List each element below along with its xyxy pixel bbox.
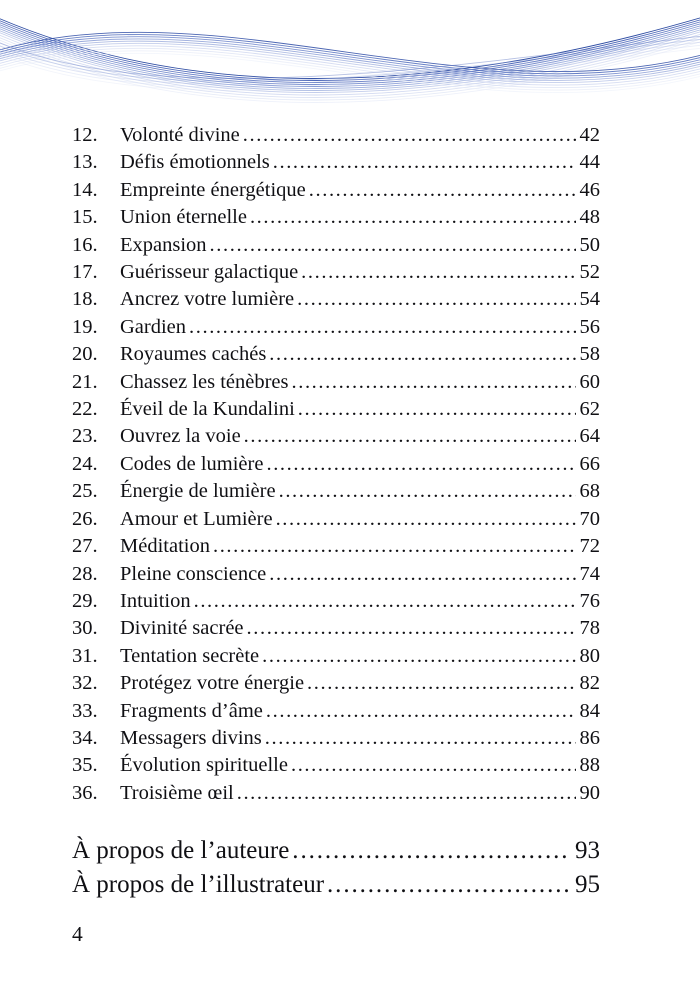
toc-entry-title: À propos de l’auteure [72, 837, 290, 865]
toc-entry-title: Pleine conscience [120, 562, 267, 585]
toc-entry-number: 20. [72, 343, 98, 366]
dot-leader [265, 725, 576, 752]
toc-entry-title: Royaumes cachés [120, 343, 267, 366]
dot-leader [279, 478, 576, 505]
toc-entry-page: 66 [579, 452, 600, 475]
toc-entry-title: Amour et Lumière [120, 507, 273, 530]
toc-entry-number: 14. [72, 178, 98, 201]
toc-entry [72, 423, 600, 450]
toc-entry-page: 86 [579, 726, 600, 749]
dot-leader [292, 834, 571, 868]
dot-leader [266, 451, 575, 478]
toc-entry-page: 68 [579, 480, 600, 503]
dot-leader [247, 615, 576, 642]
toc-entry-page: 48 [579, 206, 600, 229]
dot-leader [210, 232, 576, 259]
toc-entry [72, 122, 600, 149]
toc-entry-number: 30. [72, 617, 98, 640]
toc-entry-title: Énergie de lumière [120, 480, 276, 503]
toc-entry-page: 93 [575, 837, 600, 865]
toc-entry-title: Union éternelle [120, 206, 247, 229]
toc-entry [72, 286, 600, 313]
toc-entry [72, 588, 600, 615]
toc-entry [72, 204, 600, 231]
toc-entry-number: 13. [72, 151, 98, 174]
toc-entry [72, 533, 600, 560]
toc-entry-title: Troisième œil [120, 781, 234, 804]
toc-entry-title: Volonté divine [120, 124, 240, 146]
toc-entry [72, 868, 600, 902]
toc-entry-title: Gardien [120, 315, 187, 338]
dot-leader [297, 286, 575, 313]
toc-entry-title: Empreinte énergétique [120, 178, 306, 201]
toc-entry [72, 561, 600, 588]
toc-entry-page: 70 [579, 507, 600, 530]
toc-entry [72, 506, 600, 533]
toc-entry [72, 451, 600, 478]
dot-leader [269, 561, 575, 588]
toc-entry-page: 54 [579, 288, 600, 311]
toc-entry-list [72, 122, 600, 807]
toc-entry-number: 25. [72, 480, 98, 503]
toc-entry [72, 396, 600, 423]
toc-entry-title: Évolution spirituelle [120, 754, 288, 777]
toc-entry-page: 60 [579, 370, 600, 393]
dot-leader [189, 314, 575, 341]
dot-leader [262, 643, 575, 670]
toc-entry-page: 50 [579, 233, 600, 256]
toc-entry [72, 752, 600, 779]
table-of-contents [72, 122, 600, 901]
dot-leader [273, 149, 576, 176]
toc-entry-number: 35. [72, 754, 98, 777]
toc-entry-title: À propos de l’illustrateur [72, 870, 325, 898]
toc-entry-number: 36. [72, 781, 98, 804]
toc-entry-title: Intuition [120, 589, 191, 612]
dot-leader [298, 396, 576, 423]
toc-entry [72, 670, 600, 697]
dot-leader [327, 868, 571, 902]
toc-entry-page: 56 [579, 315, 600, 338]
toc-entry-page: 82 [579, 672, 600, 695]
toc-entry-title: Messagers divins [120, 726, 262, 749]
toc-entry [72, 314, 600, 341]
toc-entry-page: 78 [579, 617, 600, 640]
toc-entry-number: 29. [72, 589, 98, 612]
toc-entry-title: Éveil de la Kundalini [120, 398, 295, 421]
toc-entry-title: Ancrez votre lumière [120, 288, 295, 311]
toc-entry [72, 643, 600, 670]
toc-entry [72, 615, 600, 642]
dot-leader [250, 204, 576, 231]
toc-entry-page: 64 [579, 425, 600, 448]
toc-entry-number: 33. [72, 699, 98, 722]
toc-entry [72, 369, 600, 396]
toc-entry-title: Ouvrez la voie [120, 425, 241, 448]
toc-entry [72, 259, 600, 286]
toc-entry-page: 46 [579, 178, 600, 201]
toc-entry-title: Fragments d’âme [120, 699, 263, 722]
decorative-wave [0, 0, 700, 115]
toc-entry-title: Chassez les ténèbres [120, 370, 289, 393]
toc-entry-page: 42 [579, 124, 600, 146]
page-number: 4 [72, 922, 83, 946]
toc-entry-page: 76 [579, 589, 600, 612]
toc-entry-page: 88 [579, 754, 600, 777]
dot-leader [309, 177, 576, 204]
toc-entry-page: 95 [575, 870, 600, 898]
dot-leader [276, 506, 576, 533]
dot-leader [301, 259, 575, 286]
dot-leader [213, 533, 576, 560]
toc-entry-number: 31. [72, 644, 98, 667]
toc-back-matter-list [72, 834, 600, 901]
toc-entry [72, 177, 600, 204]
toc-entry-number: 18. [72, 288, 98, 311]
toc-entry-title: Protégez votre énergie [120, 672, 305, 695]
toc-entry-page: 90 [579, 781, 600, 804]
toc-entry-page: 80 [579, 644, 600, 667]
toc-entry [72, 478, 600, 505]
toc-entry-page: 62 [579, 398, 600, 421]
toc-entry-number: 17. [72, 261, 98, 284]
dot-leader [237, 780, 576, 807]
toc-entry-number: 16. [72, 233, 98, 256]
toc-entry [72, 149, 600, 176]
toc-entry-title: Guérisseur galactique [120, 261, 299, 284]
toc-entry-title: Expansion [120, 233, 207, 256]
dot-leader [266, 698, 576, 725]
dot-leader [194, 588, 576, 615]
toc-entry [72, 834, 600, 868]
toc-entry-page: 74 [579, 562, 600, 585]
toc-entry-number: 22. [72, 398, 98, 421]
toc-entry-number: 19. [72, 315, 98, 338]
dot-leader [244, 423, 576, 450]
toc-entry-title: Divinité sacrée [120, 617, 244, 640]
toc-entry-title: Codes de lumière [120, 452, 264, 475]
toc-entry-title: Méditation [120, 535, 210, 558]
toc-entry-number: 28. [72, 562, 98, 585]
toc-entry-title: Tentation secrète [120, 644, 260, 667]
toc-entry-page: 44 [579, 151, 600, 174]
toc-entry [72, 780, 600, 807]
toc-entry-number: 21. [72, 370, 98, 393]
toc-entry-number: 12. [72, 124, 98, 146]
dot-leader [291, 752, 576, 779]
dot-leader [243, 122, 576, 149]
dot-leader [307, 670, 575, 697]
dot-leader [269, 341, 575, 368]
toc-entry [72, 725, 600, 752]
toc-entry [72, 232, 600, 259]
toc-entry [72, 341, 600, 368]
toc-entry-number: 23. [72, 425, 98, 448]
toc-entry [72, 698, 600, 725]
toc-entry-number: 26. [72, 507, 98, 530]
toc-entry-page: 52 [579, 261, 600, 284]
toc-entry-number: 27. [72, 535, 98, 558]
toc-entry-number: 24. [72, 452, 98, 475]
toc-entry-page: 84 [579, 699, 600, 722]
toc-entry-title: Défis émotionnels [120, 151, 270, 174]
toc-entry-number: 32. [72, 672, 98, 695]
toc-entry-number: 15. [72, 206, 98, 229]
toc-entry-number: 34. [72, 726, 98, 749]
dot-leader [292, 369, 576, 396]
toc-entry-page: 58 [579, 343, 600, 366]
toc-entry-page: 72 [579, 535, 600, 558]
